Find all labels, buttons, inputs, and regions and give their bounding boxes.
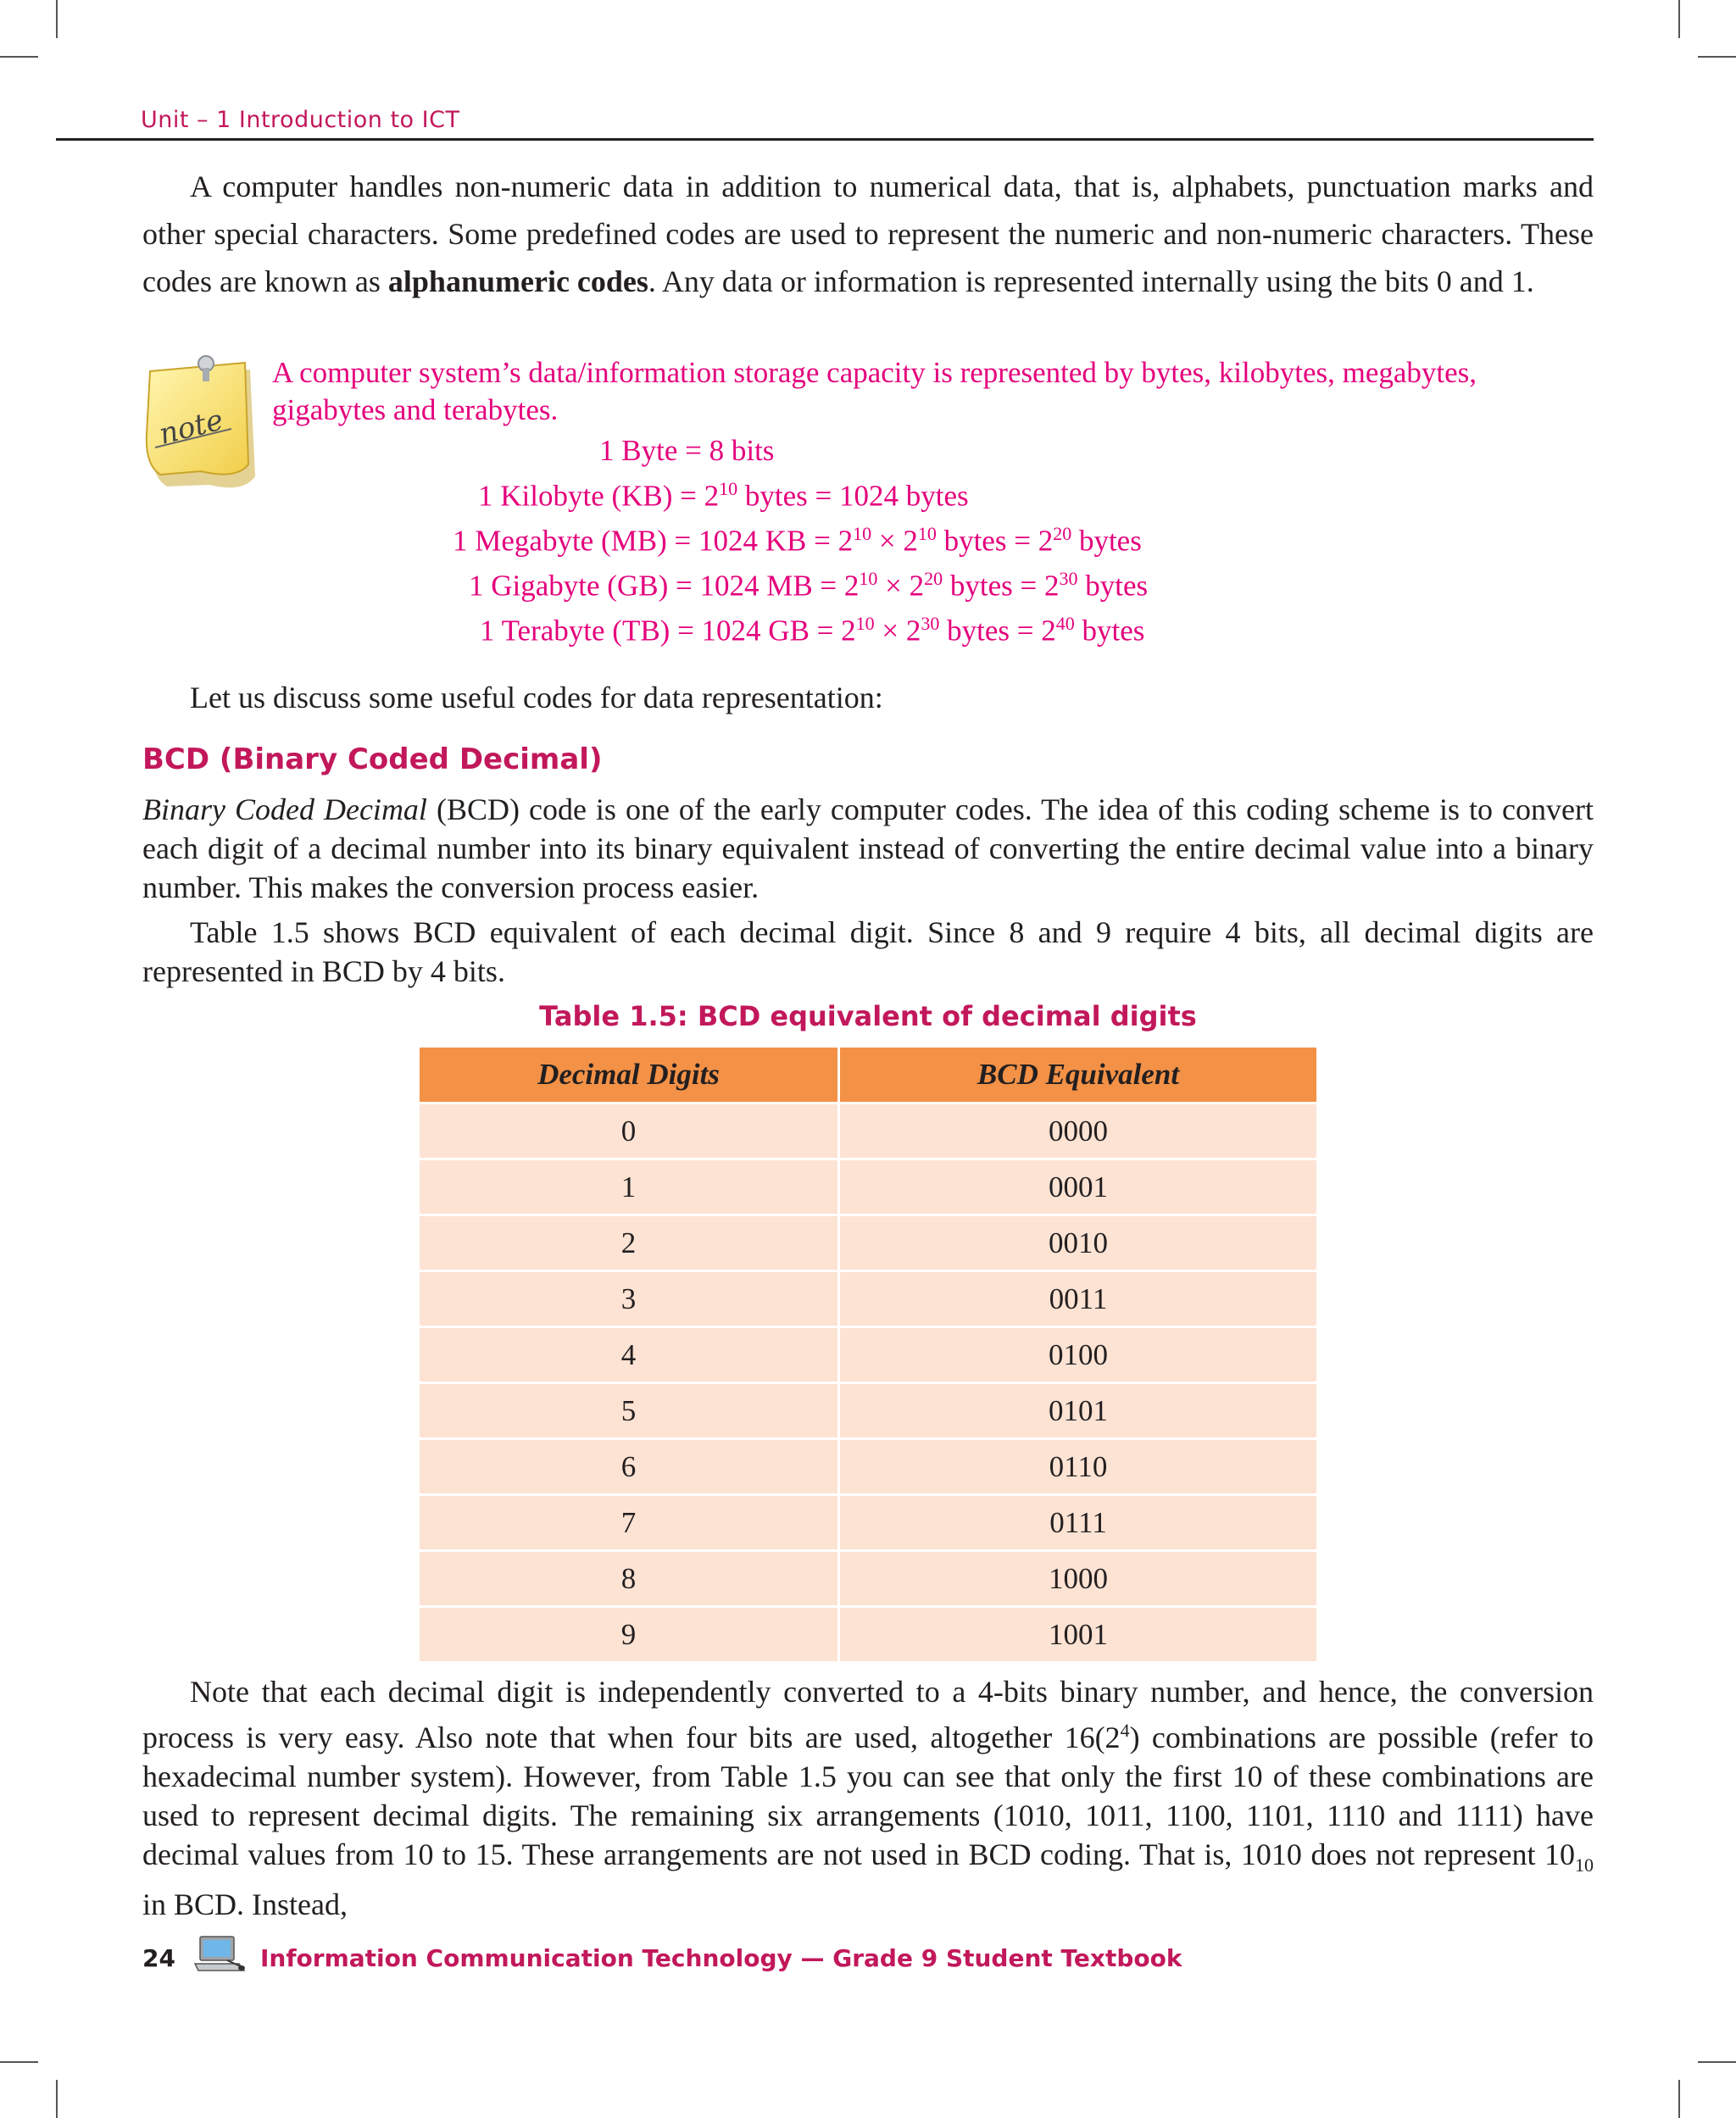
page-number: 24 bbox=[142, 1944, 175, 1972]
table-header-row bbox=[420, 1048, 1316, 1103]
intro-paragraph: A computer handles non-numeric data in addition to numerical data, that is, alphabets, punctuation marks and other special characters. Some predefined codes are used to represent the numeric and non-numeric characters. These codes are known as alphanumeric codes. Any data or information is represented internally using the bits 0 and 1. bbox=[142, 170, 1594, 298]
table-row bbox=[420, 1495, 1316, 1551]
note-text: A computer system’s data/information storage capacity is represented by bytes, kilobytes, megabytes, gigabytes and terabytes. bbox=[272, 356, 1477, 426]
column-header: BCD Equivalent bbox=[839, 1048, 1317, 1103]
table-row bbox=[420, 1271, 1316, 1327]
bcd-table bbox=[420, 1048, 1316, 1661]
table-cell: 3 bbox=[420, 1271, 839, 1327]
table-cell: 0000 bbox=[839, 1103, 1317, 1159]
table-row bbox=[420, 1607, 1316, 1662]
table-cell: 9 bbox=[420, 1607, 839, 1662]
closing-paragraph: Note that each decimal digit is independently converted to a 4-bits binary number, and hence, the conversion process is very easy. Also note that when four bits are used, altogether $16(2^4)$ combinations are possible (refer to hexadecimal number system). However, from Table 1.5 you can see that only the first 10 of these combinations are used to represent decimal digits. The remaining six arrangements (1010, 1011, 1100, 1101, 1110 and 1111) have decimal values from 10 to 15. These arrangements are not used in BCD coding. That is, 1010 does not represent $10_{10}$ in BCD. Instead, bbox=[142, 1675, 1594, 1922]
table-cell: 6 bbox=[420, 1439, 839, 1495]
crop-mark bbox=[0, 2061, 38, 2063]
column-header: Decimal Digits bbox=[420, 1048, 839, 1103]
table-cell: 0001 bbox=[839, 1159, 1317, 1215]
crop-mark bbox=[1698, 2061, 1736, 2063]
table-cell: 7 bbox=[420, 1495, 839, 1551]
table-cell: 1 bbox=[420, 1159, 839, 1215]
table-cell: 0111 bbox=[839, 1495, 1317, 1551]
crop-mark bbox=[0, 56, 38, 58]
table-cell: 4 bbox=[420, 1327, 839, 1383]
note-icon bbox=[138, 353, 259, 492]
table-cell: 1001 bbox=[839, 1607, 1317, 1662]
table-row bbox=[420, 1383, 1316, 1439]
table-cell: 0 bbox=[420, 1103, 839, 1159]
table-row bbox=[420, 1159, 1316, 1215]
table-row bbox=[420, 1439, 1316, 1495]
formula-gigabyte: 1 Gigabyte (GB) = 1024 MB = $2^{10} \times 2^{20}$ bytes = $2^{30}$ bytes bbox=[469, 568, 1149, 603]
svg-text:note: note bbox=[155, 403, 227, 452]
formula-byte: 1 Byte = 8 bits bbox=[599, 434, 775, 467]
crop-mark bbox=[56, 2080, 58, 2118]
bcd-paragraph-2: Table 1.5 shows BCD equivalent of each decimal digit. Since 8 and 9 require 4 bits, all decimal digits are represented in BCD by 4 bits. bbox=[142, 915, 1594, 988]
table-row bbox=[420, 1103, 1316, 1159]
table-row bbox=[420, 1327, 1316, 1383]
table-cell: 0101 bbox=[839, 1383, 1317, 1439]
table-cell: 0100 bbox=[839, 1327, 1317, 1383]
section-heading: BCD (Binary Coded Decimal) bbox=[142, 742, 603, 776]
crop-mark bbox=[56, 0, 58, 38]
table-cell: 5 bbox=[420, 1383, 839, 1439]
table-row bbox=[420, 1551, 1316, 1607]
table-cell: 8 bbox=[420, 1551, 839, 1607]
discuss-paragraph: Let us discuss some useful codes for data representation: bbox=[190, 681, 883, 714]
table-cell: 0010 bbox=[839, 1215, 1317, 1271]
formula-kilobyte: 1 Kilobyte $(KB) = 2^{10}$ bytes = 1024 bytes bbox=[478, 478, 969, 513]
crop-mark bbox=[1678, 2080, 1680, 2118]
formula-terabyte: 1 Terabyte (TB) = 1024 GB = $2^{10} \times 2^{30}$ bytes = $2^{40}$ bytes bbox=[480, 613, 1145, 648]
laptop-icon bbox=[193, 1935, 246, 1974]
alphanumeric-codes-term: alphanumeric codes bbox=[387, 264, 648, 298]
table-cell: 0110 bbox=[839, 1439, 1317, 1495]
table-caption: Table 1.5: BCD equivalent of decimal digits bbox=[539, 1000, 1197, 1032]
table-row bbox=[420, 1215, 1316, 1271]
bcd-paragraph-1: Binary Coded Decimal (BCD) code is one of the early computer codes. The idea of this coding scheme is to convert each digit of a decimal number into its binary equivalent instead of converting the entire decimal value into a binary number. This makes the conversion process easier. bbox=[142, 792, 1594, 904]
running-header: Unit – 1 Introduction to ICT bbox=[141, 107, 460, 133]
table-cell: 2 bbox=[420, 1215, 839, 1271]
crop-mark bbox=[1698, 56, 1736, 58]
formula-megabyte: 1 Megabyte (MB) = 1024 KB = $2^{10} \times 2^{10}$ bytes = $2^{20}$ bytes bbox=[453, 523, 1142, 558]
header-rule bbox=[56, 138, 1594, 141]
table-cell: 0011 bbox=[839, 1271, 1317, 1327]
footer-title: Information Communication Technology — Grade 9 Student Textbook bbox=[260, 1944, 1182, 1972]
crop-mark bbox=[1678, 0, 1680, 38]
table-cell: 1000 bbox=[839, 1551, 1317, 1607]
